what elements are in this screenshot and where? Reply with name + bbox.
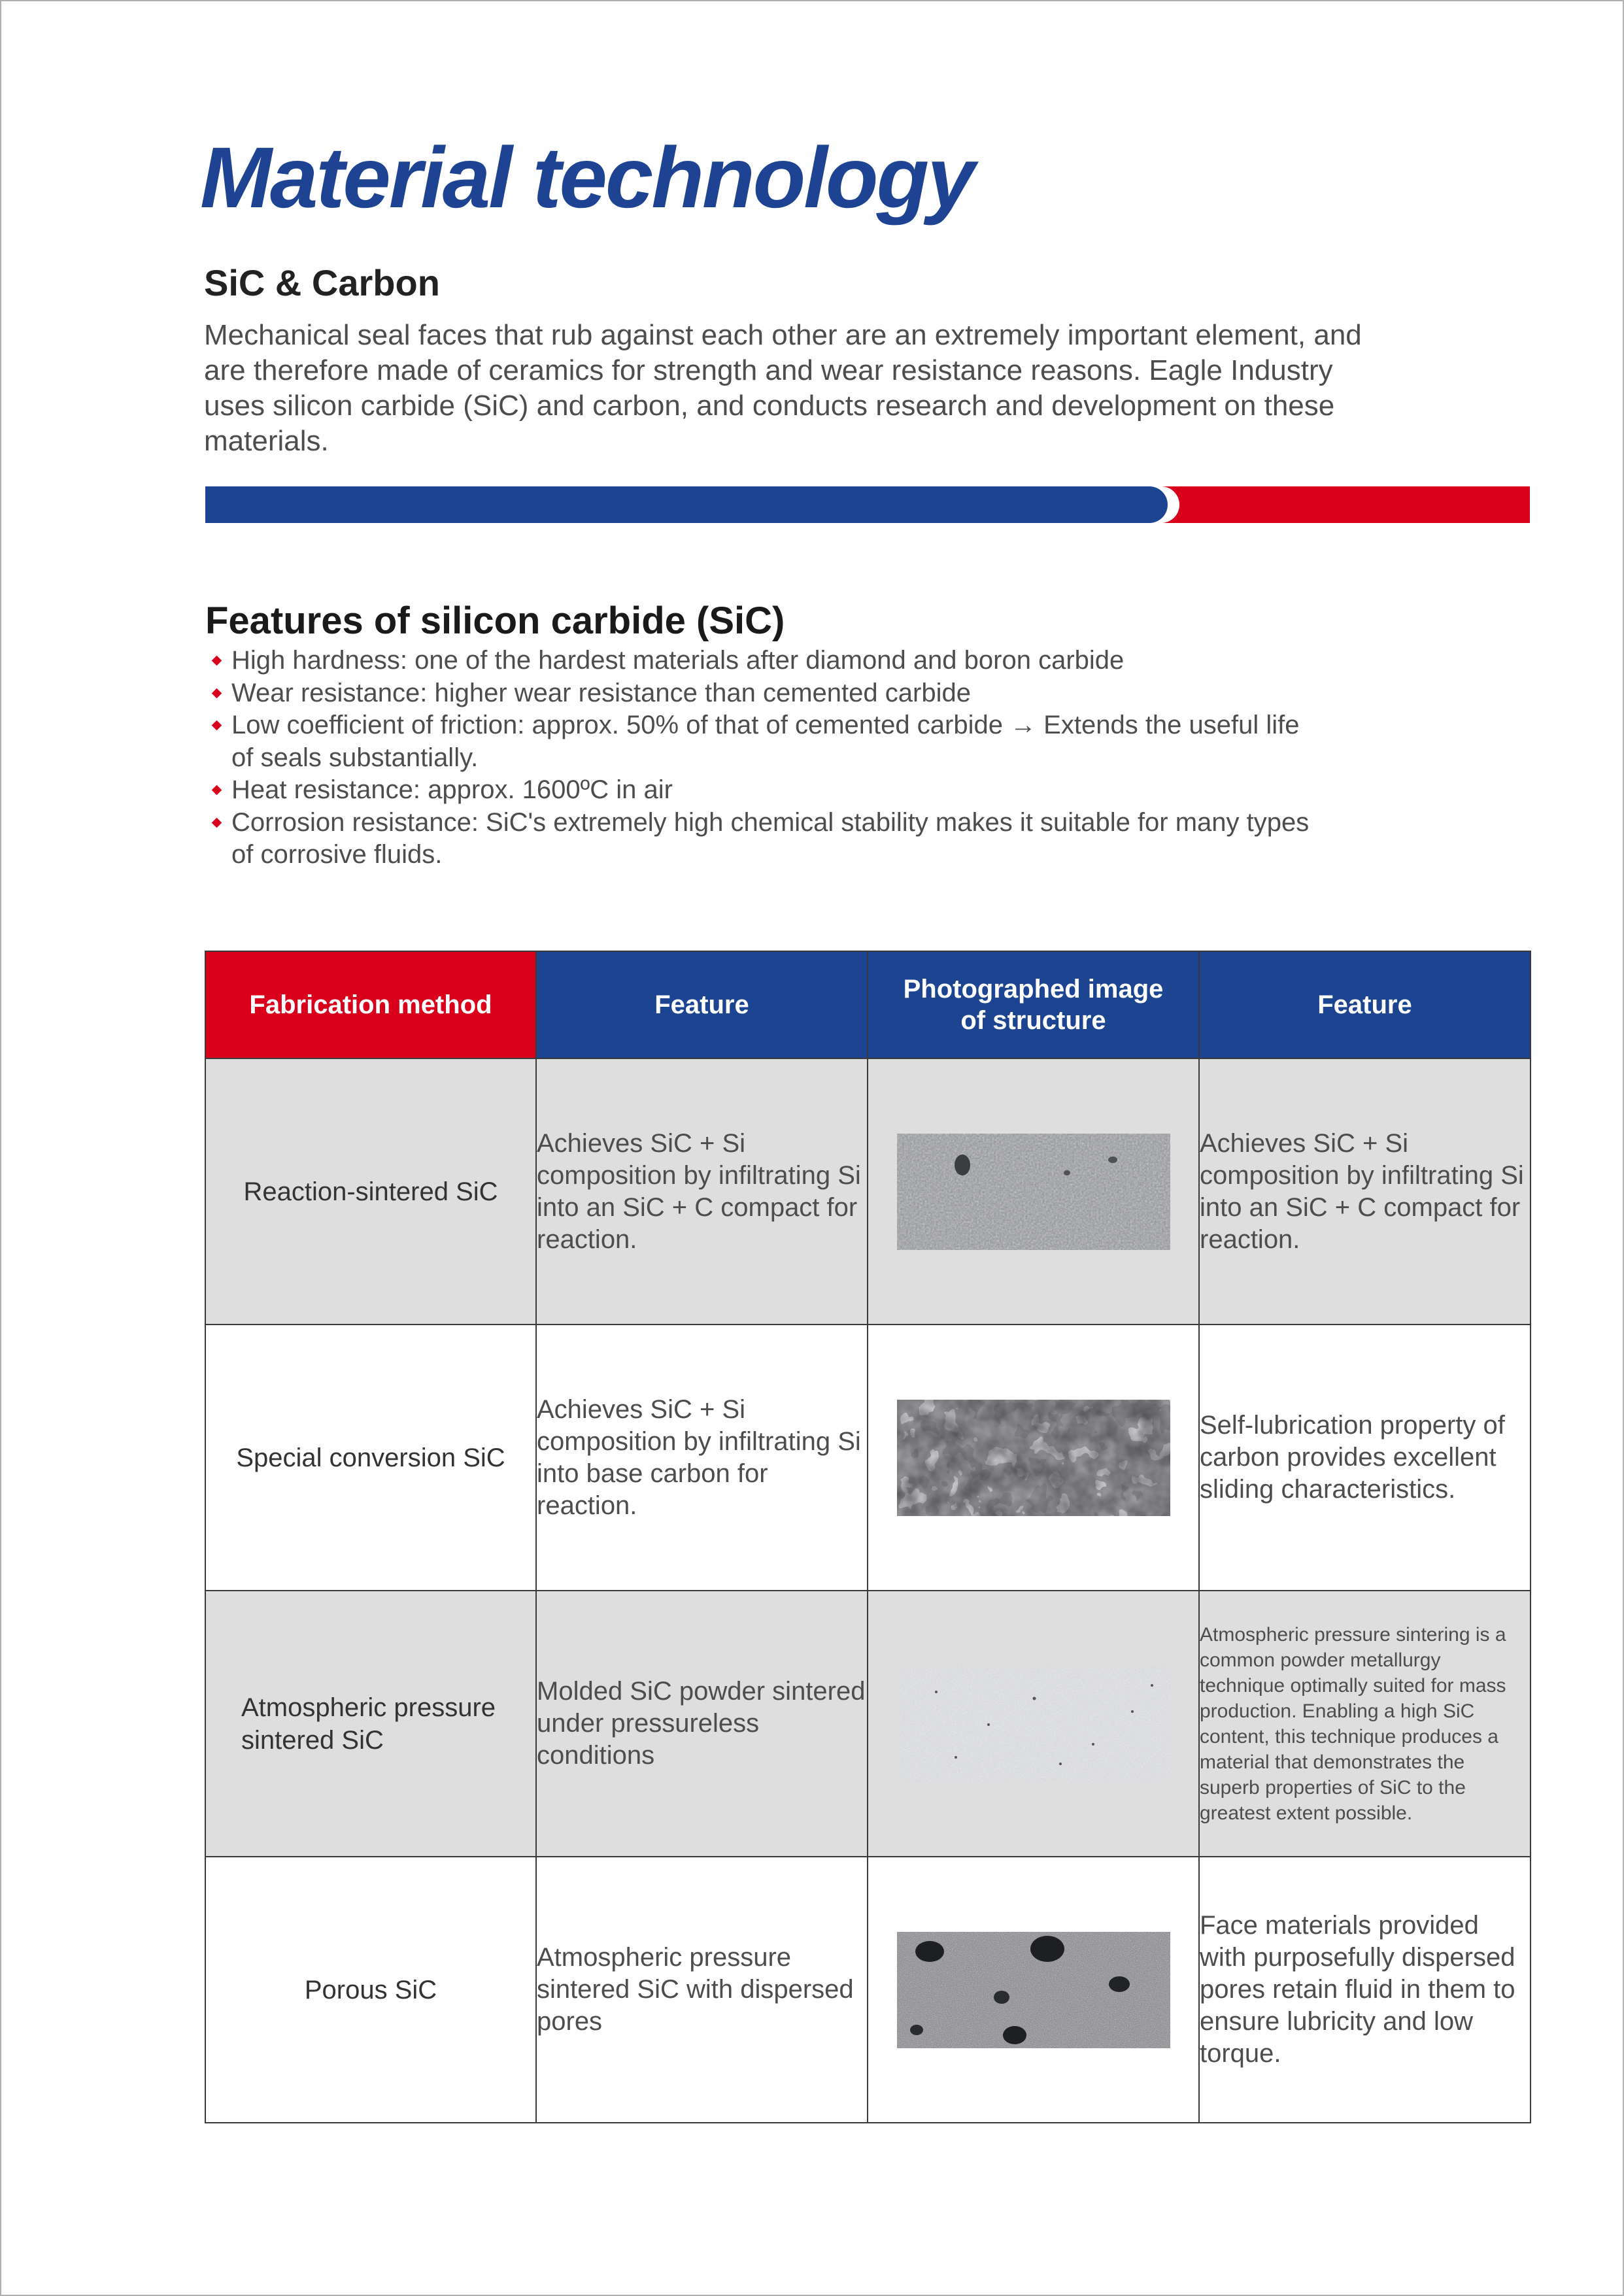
method-cell: Reaction-sintered SiC <box>205 1058 536 1325</box>
method-cell: Porous SiC <box>205 1857 536 2123</box>
divider-bar-blue <box>205 486 1168 523</box>
header-photographed-image: Photographed image of structure <box>868 951 1199 1058</box>
photo-cell <box>868 1325 1199 1591</box>
table-row <box>205 1591 1531 1857</box>
feature2-cell: Atmospheric pressure sintering is a common powder metallurgy technique optimally suited for mass production. Enabling a high SiC content, this technique produces a material that demonstrates the superb properties of SiC to the greatest extent possible. <box>1199 1591 1531 1857</box>
table-row <box>205 1325 1531 1591</box>
feature-cell: Atmospheric pressure sintered SiC with dispersed pores <box>536 1857 868 2123</box>
micrograph-image <box>897 1134 1170 1250</box>
bullet-diamond-icon <box>212 688 222 698</box>
divider-bar-red <box>1162 486 1530 523</box>
bullet-diamond-icon <box>212 785 222 796</box>
micrograph-image <box>897 1932 1170 2048</box>
feature-cell: Achieves SiC + Si composition by infiltrating Si into an SiC + C compact for reaction. <box>536 1058 868 1325</box>
bullet-diamond-icon <box>212 720 222 731</box>
intro-paragraph: Mechanical seal faces that rub against each other are an extremely important element, and are therefore made of ceramics for strength and wear resistance reasons. Eagle Industry uses silicon carbide (SiC) and carbon, and conducts research and development on these materials. <box>204 319 1362 457</box>
feature-item: High hardness: one of the hardest materials after diamond and boron carbide <box>209 645 1321 677</box>
method-cell: Special conversion SiC <box>205 1325 536 1591</box>
section-subtitle: SiC & Carbon <box>204 262 440 303</box>
photo-cell <box>868 1058 1199 1325</box>
method-cell: Atmospheric pressure sintered SiC <box>205 1591 536 1857</box>
feature-cell: Molded SiC powder sintered under pressureless conditions <box>536 1591 868 1857</box>
header-feature-2: Feature <box>1199 951 1531 1058</box>
feature-item: Low coefficient of friction: approx. 50% of that of cemented carbide → Extends the useful life of seals substantially. <box>209 709 1321 774</box>
bullet-diamond-icon <box>212 656 222 666</box>
feature-item: Corrosion resistance: SiC's extremely high chemical stability makes it suitable for many types of corrosive fluids. <box>209 807 1321 871</box>
page-title: Material technology <box>200 129 973 226</box>
features-title: Features of silicon carbide (SiC) <box>205 599 785 642</box>
feature2-cell: Achieves SiC + Si composition by infiltrating Si into an SiC + C compact for reaction. <box>1199 1058 1531 1325</box>
micrograph-image <box>897 1666 1170 1782</box>
header-feature: Feature <box>536 951 868 1058</box>
features-list <box>209 645 1321 871</box>
feature2-cell: Face materials provided with purposefully dispersed pores retain fluid in them to ensure lubricity and low torque. <box>1199 1857 1531 2123</box>
bullet-diamond-icon <box>212 817 222 828</box>
table-row <box>205 1857 1531 2123</box>
table-header-row <box>205 951 1531 1058</box>
table-row <box>205 1058 1531 1325</box>
feature2-cell: Self-lubrication property of carbon provides excellent sliding characteristics. <box>1199 1325 1531 1591</box>
photo-cell <box>868 1857 1199 2123</box>
micrograph-image <box>897 1400 1170 1516</box>
fabrication-table <box>205 951 1531 2123</box>
photo-cell <box>868 1591 1199 1857</box>
feature-item: Wear resistance: higher wear resistance than cemented carbide <box>209 677 1321 710</box>
feature-cell: Achieves SiC + Si composition by infiltrating Si into base carbon for reaction. <box>536 1325 868 1591</box>
header-fabrication-method: Fabrication method <box>205 951 536 1058</box>
feature-item: Heat resistance: approx. 1600ºC in air <box>209 774 1321 807</box>
